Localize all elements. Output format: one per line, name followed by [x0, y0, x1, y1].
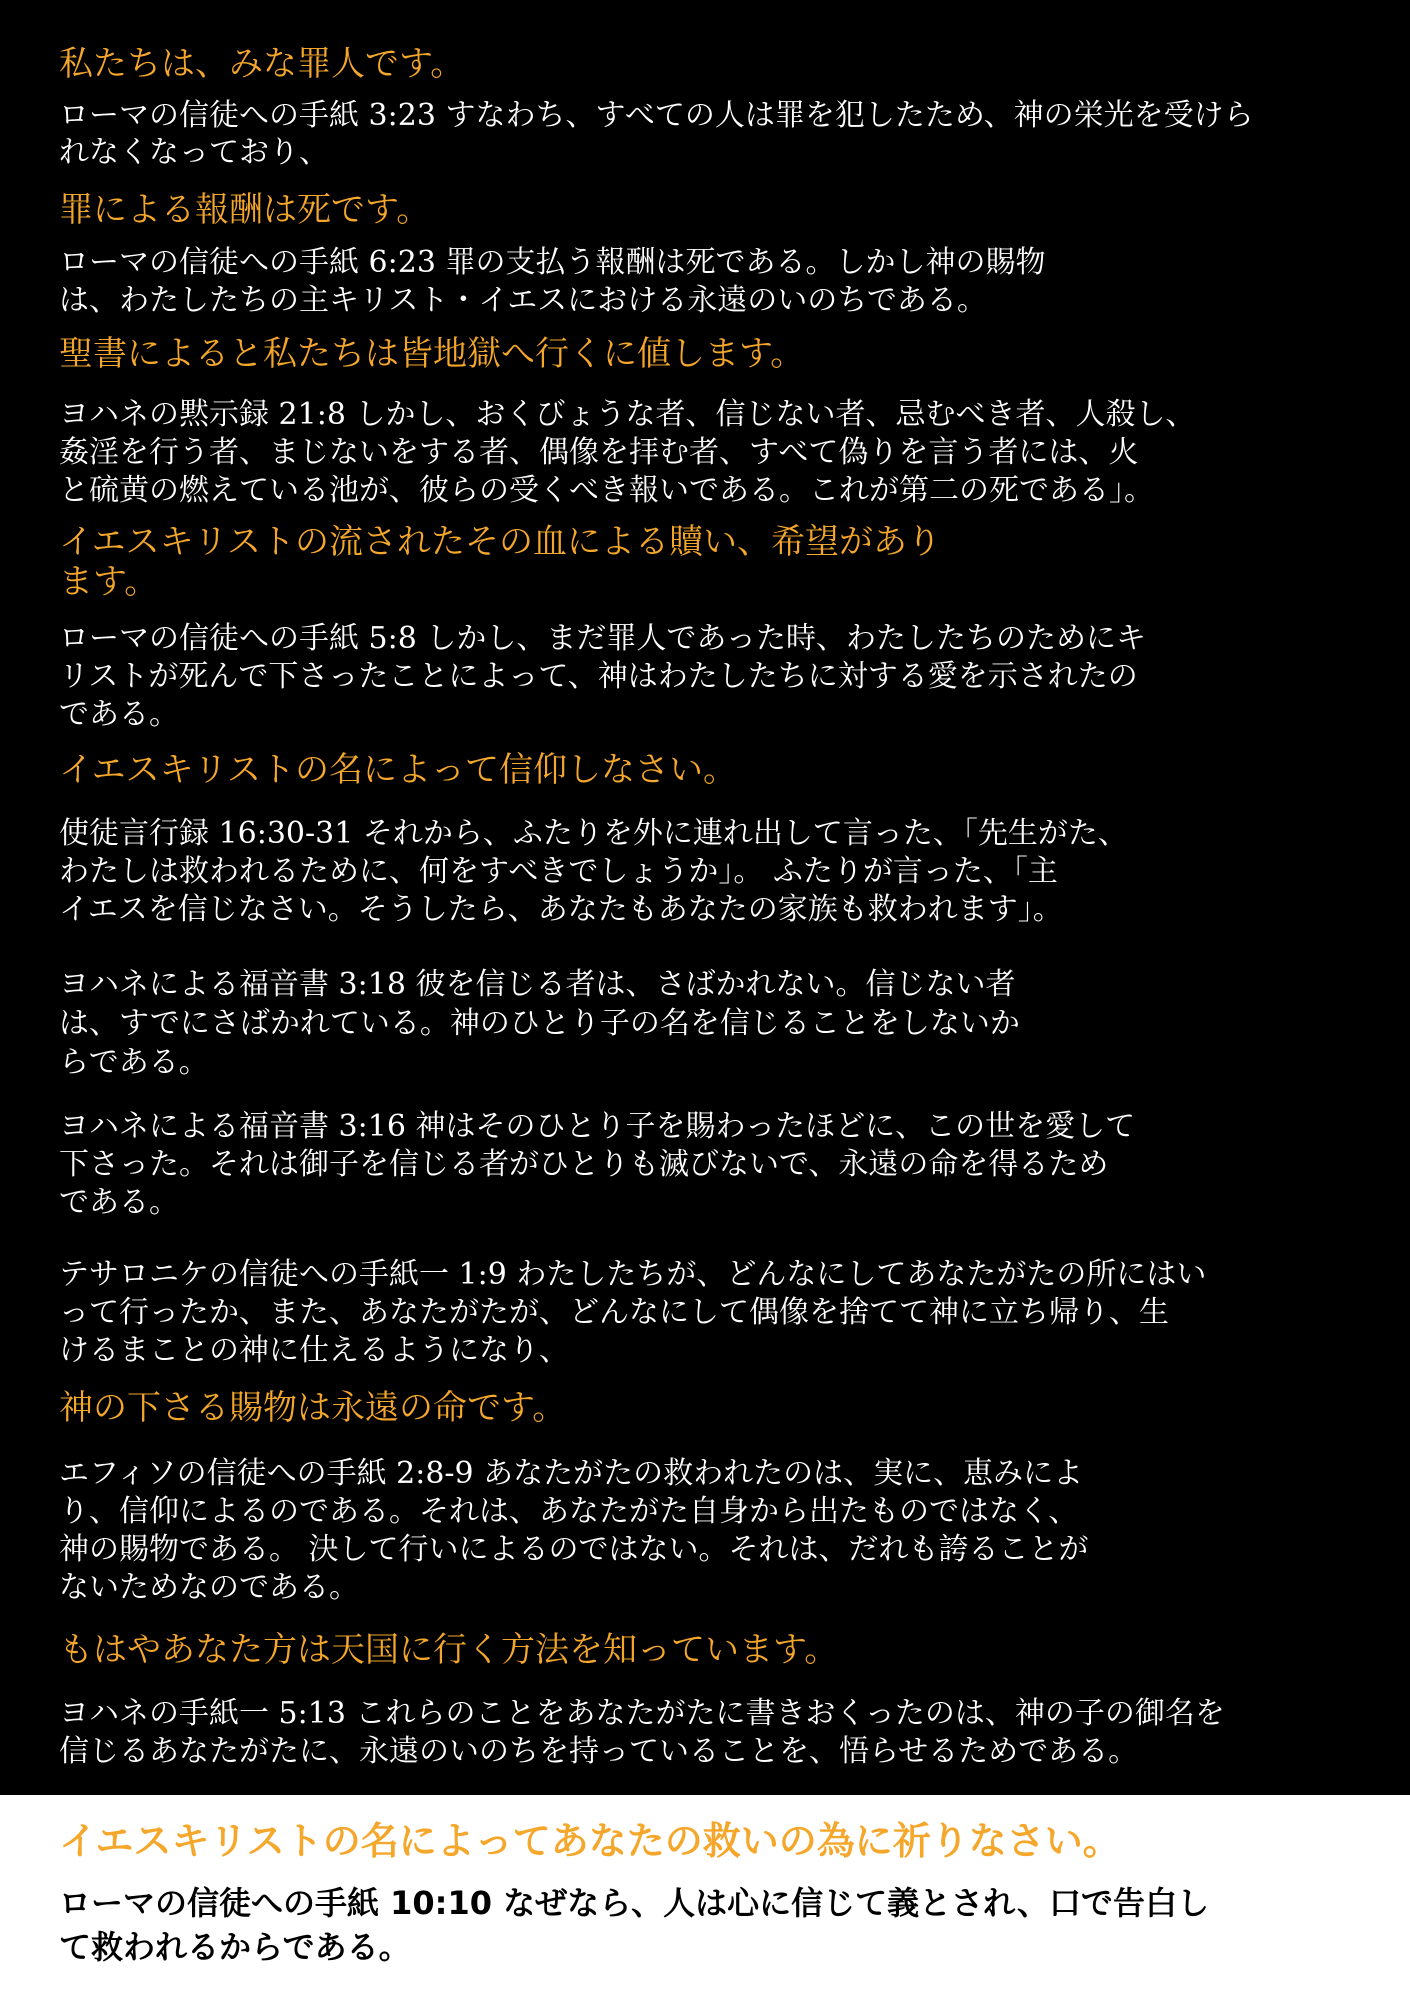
verse-line: ヨハネの黙示録 21:8 しかし、おくびょうな者、信じない者、忌むべき者、人殺し、	[59, 397, 1196, 432]
verse-line: 神の賜物である。 決して行いによるのではない。それは、だれも誇ることが	[59, 1532, 1089, 1567]
verse-line: けるまことの神に仕えるようになり、	[59, 1333, 569, 1368]
verse-line: 信じるあなたがたに、永遠のいのちを持っていることを、悟らせるためである。	[59, 1734, 1139, 1769]
verse-line: って行ったか、また、あなたがたが、どんなにして偶像を捨てて神に立ち帰り、生	[59, 1295, 1169, 1330]
section-heading: ます。	[59, 562, 159, 602]
footer-verse-line: ローマの信徒への手紙 10:10 なぜなら、人は心に信じて義とされ、口で告白し	[59, 1884, 1210, 1922]
verse-line: ローマの信徒への手紙 5:8 しかし、まだ罪人であった時、わたしたちのためにキ	[59, 621, 1147, 656]
section-heading: 聖書によると私たちは皆地獄へ行くに値します。	[59, 334, 805, 374]
section-heading: イエスキリストの名によって信仰しなさい。	[59, 750, 737, 790]
section-heading: 罪による報酬は死です。	[59, 190, 431, 230]
verse-line: は、すでにさばかれている。神のひとり子の名を信じることをしないか	[59, 1006, 1020, 1041]
verse-line: である。	[59, 697, 179, 732]
section-heading: もはやあなた方は天国に行く方法を知っています。	[59, 1630, 839, 1670]
verse-line: り、信仰によるのである。それは、あなたがた自身から出たものではなく、	[59, 1494, 1079, 1529]
verse-line: と硫黄の燃えている池が、彼らの受くべき報いである。これが第二の死である」。	[59, 473, 1154, 508]
verse-line: 使徒言行録 16:30-31 それから、ふたりを外に連れ出して言った、「先生がた、	[59, 816, 1128, 851]
section-heading: 私たちは、みな罪人です。	[59, 44, 465, 84]
verse-line: らである。	[59, 1045, 209, 1080]
verse-line: テサロニケの信徒への手紙一 1:9 わたしたちが、どんなにしてあなたがたの所にはい	[59, 1257, 1207, 1292]
verse-line: である。	[59, 1185, 179, 1220]
section-heading: 神の下さる賜物は永遠の命です。	[59, 1388, 567, 1428]
verse-line: ローマの信徒への手紙 6:23 罪の支払う報酬は死である。しかし神の賜物	[59, 245, 1046, 280]
verse-line: れなくなっており、	[59, 135, 329, 170]
verse-line: ないためなのである。	[59, 1570, 359, 1605]
verse-line: リストが死んで下さったことによって、神はわたしたちに対する愛を示されたの	[59, 659, 1138, 694]
verse-line: 姦淫を行う者、まじないをする者、偶像を拝む者、すべて偽りを言う者には、火	[59, 435, 1139, 470]
footer-verse-line: て救われるからである。	[59, 1928, 411, 1966]
verse-line: ローマの信徒への手紙 3:23 すなわち、すべての人は罪を犯したため、神の栄光を受けら	[59, 98, 1254, 133]
verse-line: 下さった。それは御子を信じる者がひとりも滅びないで、永遠の命を得るため	[59, 1147, 1109, 1182]
section-heading: イエスキリストの流されたその血による贖い、希望があり	[59, 522, 941, 562]
verse-line: イエスを信じなさい。そうしたら、あなたもあなたの家族も救われます」。	[59, 892, 1063, 927]
verse-line: ヨハネによる福音書 3:16 神はそのひとり子を賜わったほどに、この世を愛して	[59, 1109, 1136, 1144]
verse-line: ヨハネの手紙一 5:13 これらのことをあなたがたに書きおくったのは、神の子の御名を	[59, 1696, 1225, 1731]
verse-line: は、わたしたちの主キリスト・イエスにおける永遠のいのちである。	[59, 283, 987, 318]
verse-line: わたしは救われるために、何をすべきでしょうか」。 ふたりが言った、「主	[59, 854, 1058, 889]
verse-line: エフィソの信徒への手紙 2:8-9 あなたがたの救われたのは、実に、恵みによ	[59, 1456, 1084, 1491]
footer-heading: イエスキリストの名によってあなたの救いの為に祈りなさい。	[59, 1819, 1121, 1863]
verse-line: ヨハネによる福音書 3:18 彼を信じる者は、さばかれない。信じない者	[59, 967, 1016, 1002]
